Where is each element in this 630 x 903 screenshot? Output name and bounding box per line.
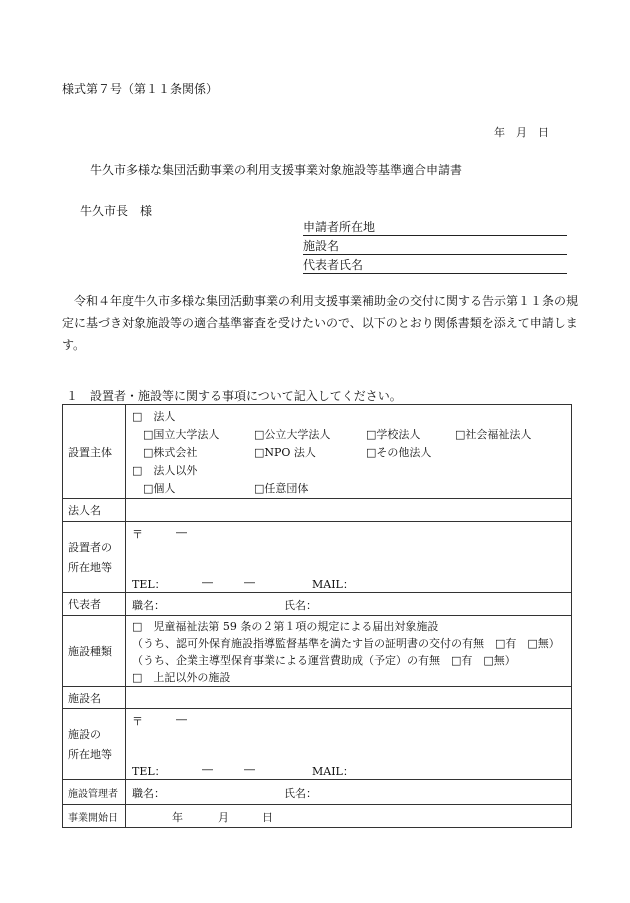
document-title: 牛久市多様な集団活動事業の利用支援事業対象施設等基準適合申請書 bbox=[90, 163, 463, 177]
rep-title: 職名： bbox=[132, 599, 165, 612]
start-label: 事業開始日 bbox=[63, 805, 126, 828]
rep-label: 代表者 bbox=[63, 593, 126, 616]
row-fname bbox=[63, 687, 572, 709]
setti-noncorp[interactable]: □ 法人以外 bbox=[132, 464, 198, 477]
start-cell[interactable] bbox=[126, 805, 572, 828]
addr1-tel-dash1: ― bbox=[202, 576, 213, 589]
row-start bbox=[63, 805, 572, 828]
start-year: 年 bbox=[172, 811, 183, 824]
setti-opt-voluntary[interactable]: □任意団体 bbox=[254, 482, 309, 495]
addr2-tel: TEL： bbox=[132, 765, 166, 778]
addr2-tel-dash1: ― bbox=[202, 763, 213, 776]
addr2-mail: MAIL： bbox=[312, 765, 354, 778]
addr1-label bbox=[63, 522, 126, 593]
addr1-tel-dash2: ― bbox=[244, 576, 255, 589]
start-month: 月 bbox=[218, 811, 229, 824]
fname-label: 施設名 bbox=[63, 687, 126, 709]
addressee: 牛久市長 様 bbox=[80, 204, 153, 218]
rep-name: 氏名： bbox=[284, 599, 317, 612]
addr1-cell[interactable] bbox=[126, 522, 572, 593]
kind-line2[interactable]: （うち、認可外保育施設指導監督基準を満たす旨の証明書の交付の有無 □有 □無） bbox=[132, 637, 560, 650]
row-houjin bbox=[63, 499, 572, 522]
kind-line3[interactable]: （うち、企業主導型保育事業による運営費助成（予定）の有無 □有 □無） bbox=[132, 654, 516, 667]
manager-label: 施設管理者 bbox=[63, 780, 126, 805]
addr2-postal: 〒 bbox=[132, 715, 143, 728]
manager-title: 職名： bbox=[132, 787, 165, 800]
applicant-rep-label: 代表者氏名 bbox=[303, 258, 364, 272]
applicant-facility-label: 施設名 bbox=[303, 239, 340, 253]
setti-label: 設置主体 bbox=[63, 405, 126, 499]
date-line: 年 月 日 bbox=[494, 126, 549, 139]
manager-cell[interactable] bbox=[126, 780, 572, 805]
row-addr2 bbox=[63, 709, 572, 780]
start-day: 日 bbox=[262, 811, 273, 824]
applicant-address-field[interactable] bbox=[303, 219, 567, 236]
setti-opt-company[interactable]: □株式会社 bbox=[143, 446, 198, 459]
addr2-label bbox=[63, 709, 126, 780]
row-setti bbox=[63, 405, 572, 499]
applicant-address-label: 申請者所在地 bbox=[303, 220, 376, 234]
fname-input[interactable] bbox=[126, 687, 572, 709]
houjin-label: 法人名 bbox=[63, 499, 126, 522]
setti-opt-individual[interactable]: □個人 bbox=[143, 482, 176, 495]
setti-opt-school[interactable]: □学校法人 bbox=[366, 428, 421, 441]
setti-opt-public[interactable]: □公立大学法人 bbox=[254, 428, 331, 441]
addr1-tel: TEL： bbox=[132, 578, 166, 591]
kind-line1[interactable]: □ 児童福祉法第 59 条の２第１項の規定による届出対象施設 bbox=[132, 620, 439, 633]
setti-corp[interactable]: □ 法人 bbox=[132, 410, 176, 423]
form-number: 様式第７号（第１１条関係） bbox=[62, 82, 219, 96]
kind-cell bbox=[126, 616, 572, 687]
applicant-facility-field[interactable] bbox=[303, 238, 567, 255]
addr2-cell[interactable] bbox=[126, 709, 572, 780]
kind-label: 施設種類 bbox=[63, 616, 126, 687]
setti-opt-welfare[interactable]: □社会福祉法人 bbox=[455, 428, 532, 441]
applicant-rep-field[interactable] bbox=[303, 257, 567, 274]
addr2-label-line2: 所在地等 bbox=[68, 748, 112, 761]
row-kind bbox=[63, 616, 572, 687]
section-heading: １ 設置者・施設等に関する事項について記入してください。 bbox=[66, 389, 402, 403]
rep-cell[interactable] bbox=[126, 593, 572, 616]
setti-opt-npo[interactable]: □NPO 法人 bbox=[254, 446, 316, 459]
addr2-postal-dash: ― bbox=[176, 713, 187, 726]
body-paragraph: 令和４年度牛久市多様な集団活動事業の利用支援事業補助金の交付に関する告示第１１条の規定に基づき対象施設等の適合基準審査を受けたいので、以下のとおり関係書類を添えて申請します。 bbox=[62, 294, 579, 352]
application-table bbox=[62, 404, 572, 828]
manager-name: 氏名： bbox=[284, 787, 317, 800]
setti-cell bbox=[126, 405, 572, 499]
setti-opt-national[interactable]: □国立大学法人 bbox=[143, 428, 220, 441]
kind-line4[interactable]: □ 上記以外の施設 bbox=[132, 671, 231, 684]
houjin-input[interactable] bbox=[126, 499, 572, 522]
row-rep bbox=[63, 593, 572, 616]
addr2-tel-dash2: ― bbox=[244, 763, 255, 776]
row-addr1 bbox=[63, 522, 572, 593]
addr1-label-line2: 所在地等 bbox=[68, 561, 112, 574]
row-manager bbox=[63, 780, 572, 805]
addr1-mail: MAIL： bbox=[312, 578, 354, 591]
addr1-label-line1: 設置者の bbox=[68, 541, 112, 554]
addr1-postal-dash: ― bbox=[176, 526, 187, 539]
setti-opt-other[interactable]: □その他法人 bbox=[366, 446, 432, 459]
addr1-postal: 〒 bbox=[132, 528, 143, 541]
addr2-label-line1: 施設の bbox=[68, 728, 101, 741]
